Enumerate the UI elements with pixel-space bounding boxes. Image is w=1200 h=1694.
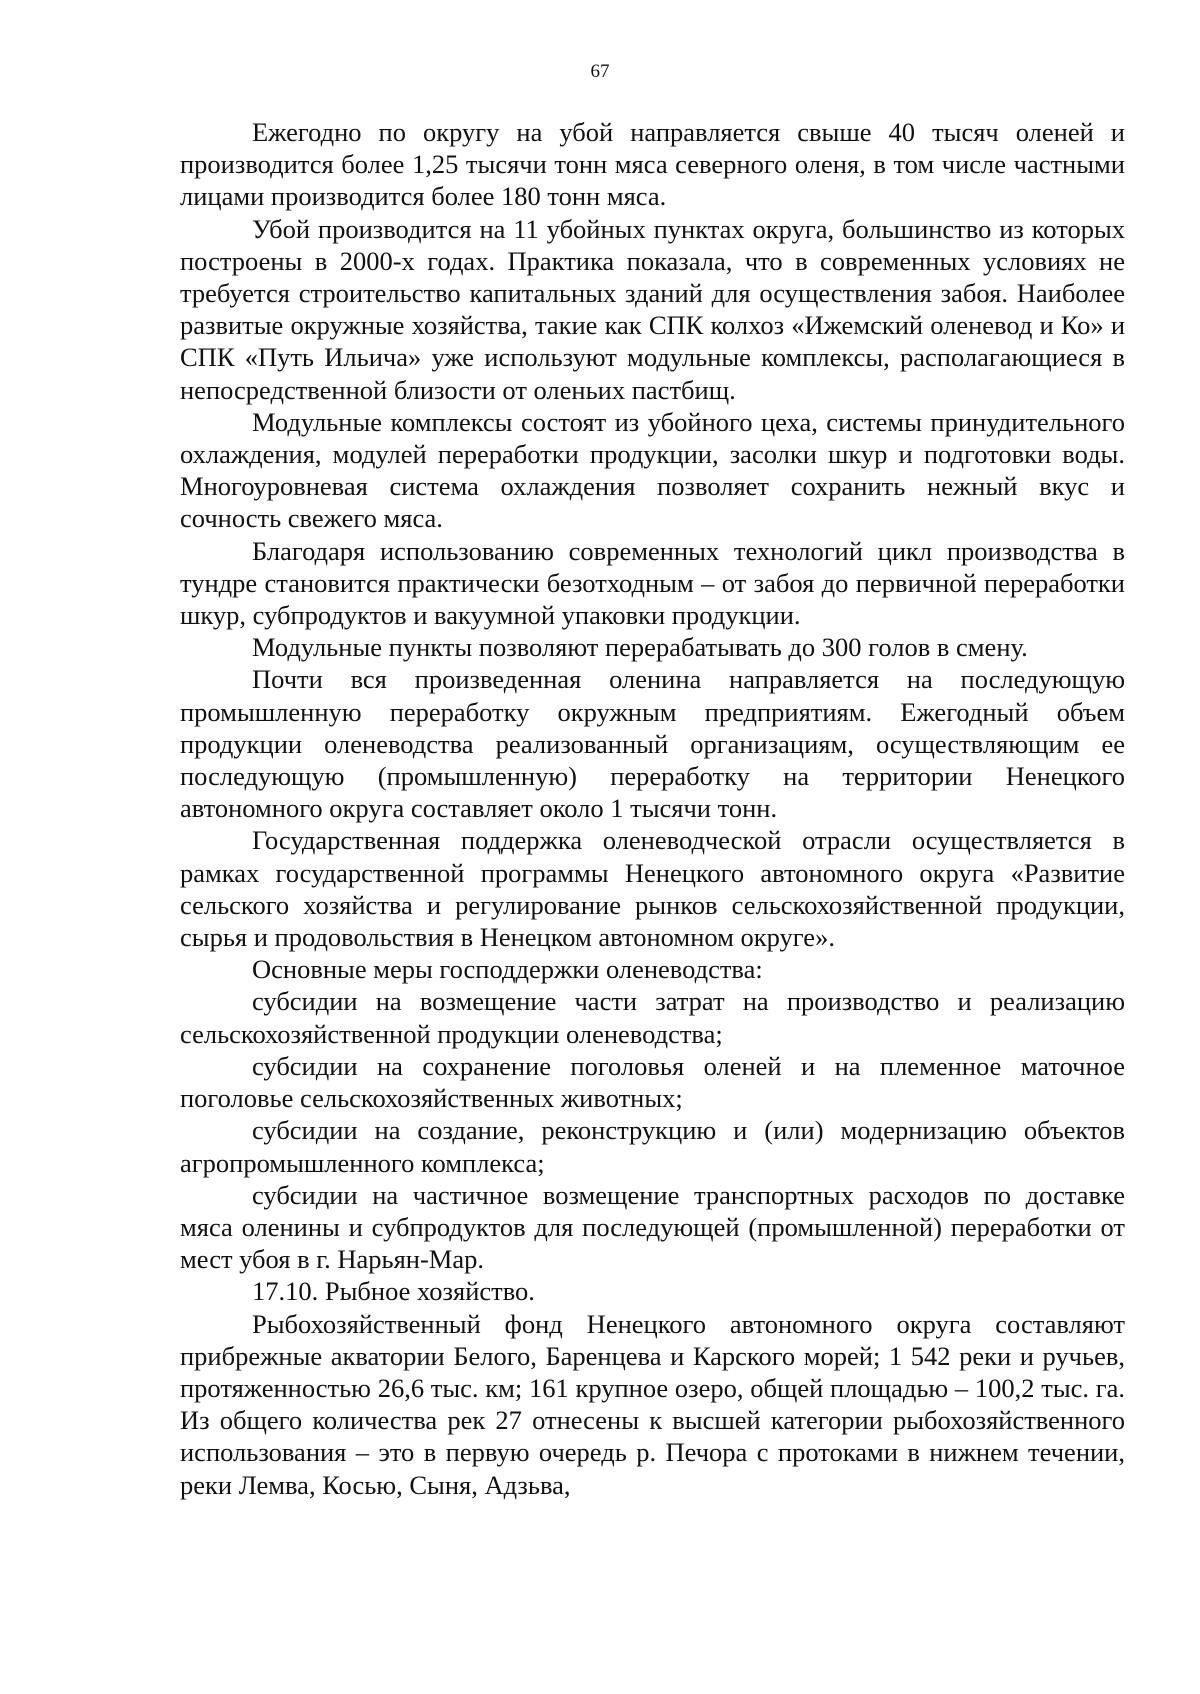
paragraph-processing: Почти вся произведенная оленина направляется на последующую промышленную переработку окружным предприятиям. Ежегодный объем продукции оленеводства реализованный организациям, осуществляющим ее последующую (промышленную) переработку на территории Ненецкого автономного округа составляет около 1 тысячи тонн.: [180, 664, 1125, 824]
paragraph-support-measures: Основные меры господдержки оленеводства:: [252, 954, 763, 985]
paragraph-slaughter-points: Убой производится на 11 убойных пунктах округа, большинство из которых построены в 2000-х годах. Практика показала, что в современных условиях не требуется строительство капитальных зданий для осуществления забоя. Наиболее развитые окружные хозяйства, такие как СПК колхоз «Ижемский оленевод и Ко» и СПК «Путь Ильича» уже используют модульные комплексы, располагающиеся в непосредственной близости от оленьих пастбищ.: [180, 213, 1125, 405]
page-number: 67: [590, 61, 610, 82]
section-heading-fisheries: 17.10. Рыбное хозяйство.: [252, 1276, 535, 1307]
paragraph-fish-fund: Рыбохозяйственный фонд Ненецкого автономного округа составляют прибрежные акватории Белого, Баренцева и Карского морей; 1 542 реки и ручьев, протяженностью 26,6 тыс. км; 161 крупное озеро, общей площадью – 100,2 тыс. га. Из общего количества рек 27 отнесены к высшей категории рыбохозяйственного использования – это в первую очередь р. Печора с протоками в нижнем течении, реки Лемва, Косью, Сыня, Адзьва,: [180, 1308, 1125, 1500]
paragraph-capacity: Модульные пункты позволяют перерабатывать до 300 голов в смену.: [252, 632, 1028, 663]
list-item-subsidy-transport: субсидии на частичное возмещение транспортных расходов по доставке мяса оленины и субпродуктов для последующей (промышленной) переработки от мест убоя в г. Нарьян-Мар.: [180, 1179, 1125, 1275]
paragraph-state-support: Государственная поддержка оленеводческой отрасли осуществляется в рамках государственной программы Ненецкого автономного округа «Развитие сельского хозяйства и регулирование рынков сельскохозяйственной продукции, сырья и продовольствия в Ненецком автономном округе».: [180, 825, 1125, 953]
list-item-subsidy-livestock: субсидии на сохранение поголовья оленей и на племенное маточное поголовье сельскохозяйственных животных;: [180, 1050, 1125, 1114]
paragraph-technologies: Благодаря использованию современных технологий цикл производства в тундре становится практически безотходным – от забоя до первичной переработки шкур, субпродуктов и вакуумной упаковки продукции.: [180, 535, 1125, 631]
paragraph-slaughter-volume: Ежегодно по округу на убой направляется свыше 40 тысяч оленей и производится более 1,25 тысячи тонн мяса северного оленя, в том числе частными лицами производится более 180 тонн мяса.: [180, 117, 1125, 212]
paragraph-modular-complexes: Модульные комплексы состоят из убойного цеха, системы принудительного охлаждения, модулей переработки продукции, засолки шкур и подготовки воды. Многоуровневая система охлаждения позволяет сохранить нежный вкус и сочность свежего мяса.: [180, 406, 1125, 534]
list-item-subsidy-modernization: субсидии на создание, реконструкцию и (или) модернизацию объектов агропромышленного комплекса;: [180, 1115, 1125, 1178]
document-body: [180, 116, 1125, 1501]
list-item-subsidy-production: субсидии на возмещение части затрат на производство и реализацию сельскохозяйственной продукции оленеводства;: [180, 986, 1125, 1049]
